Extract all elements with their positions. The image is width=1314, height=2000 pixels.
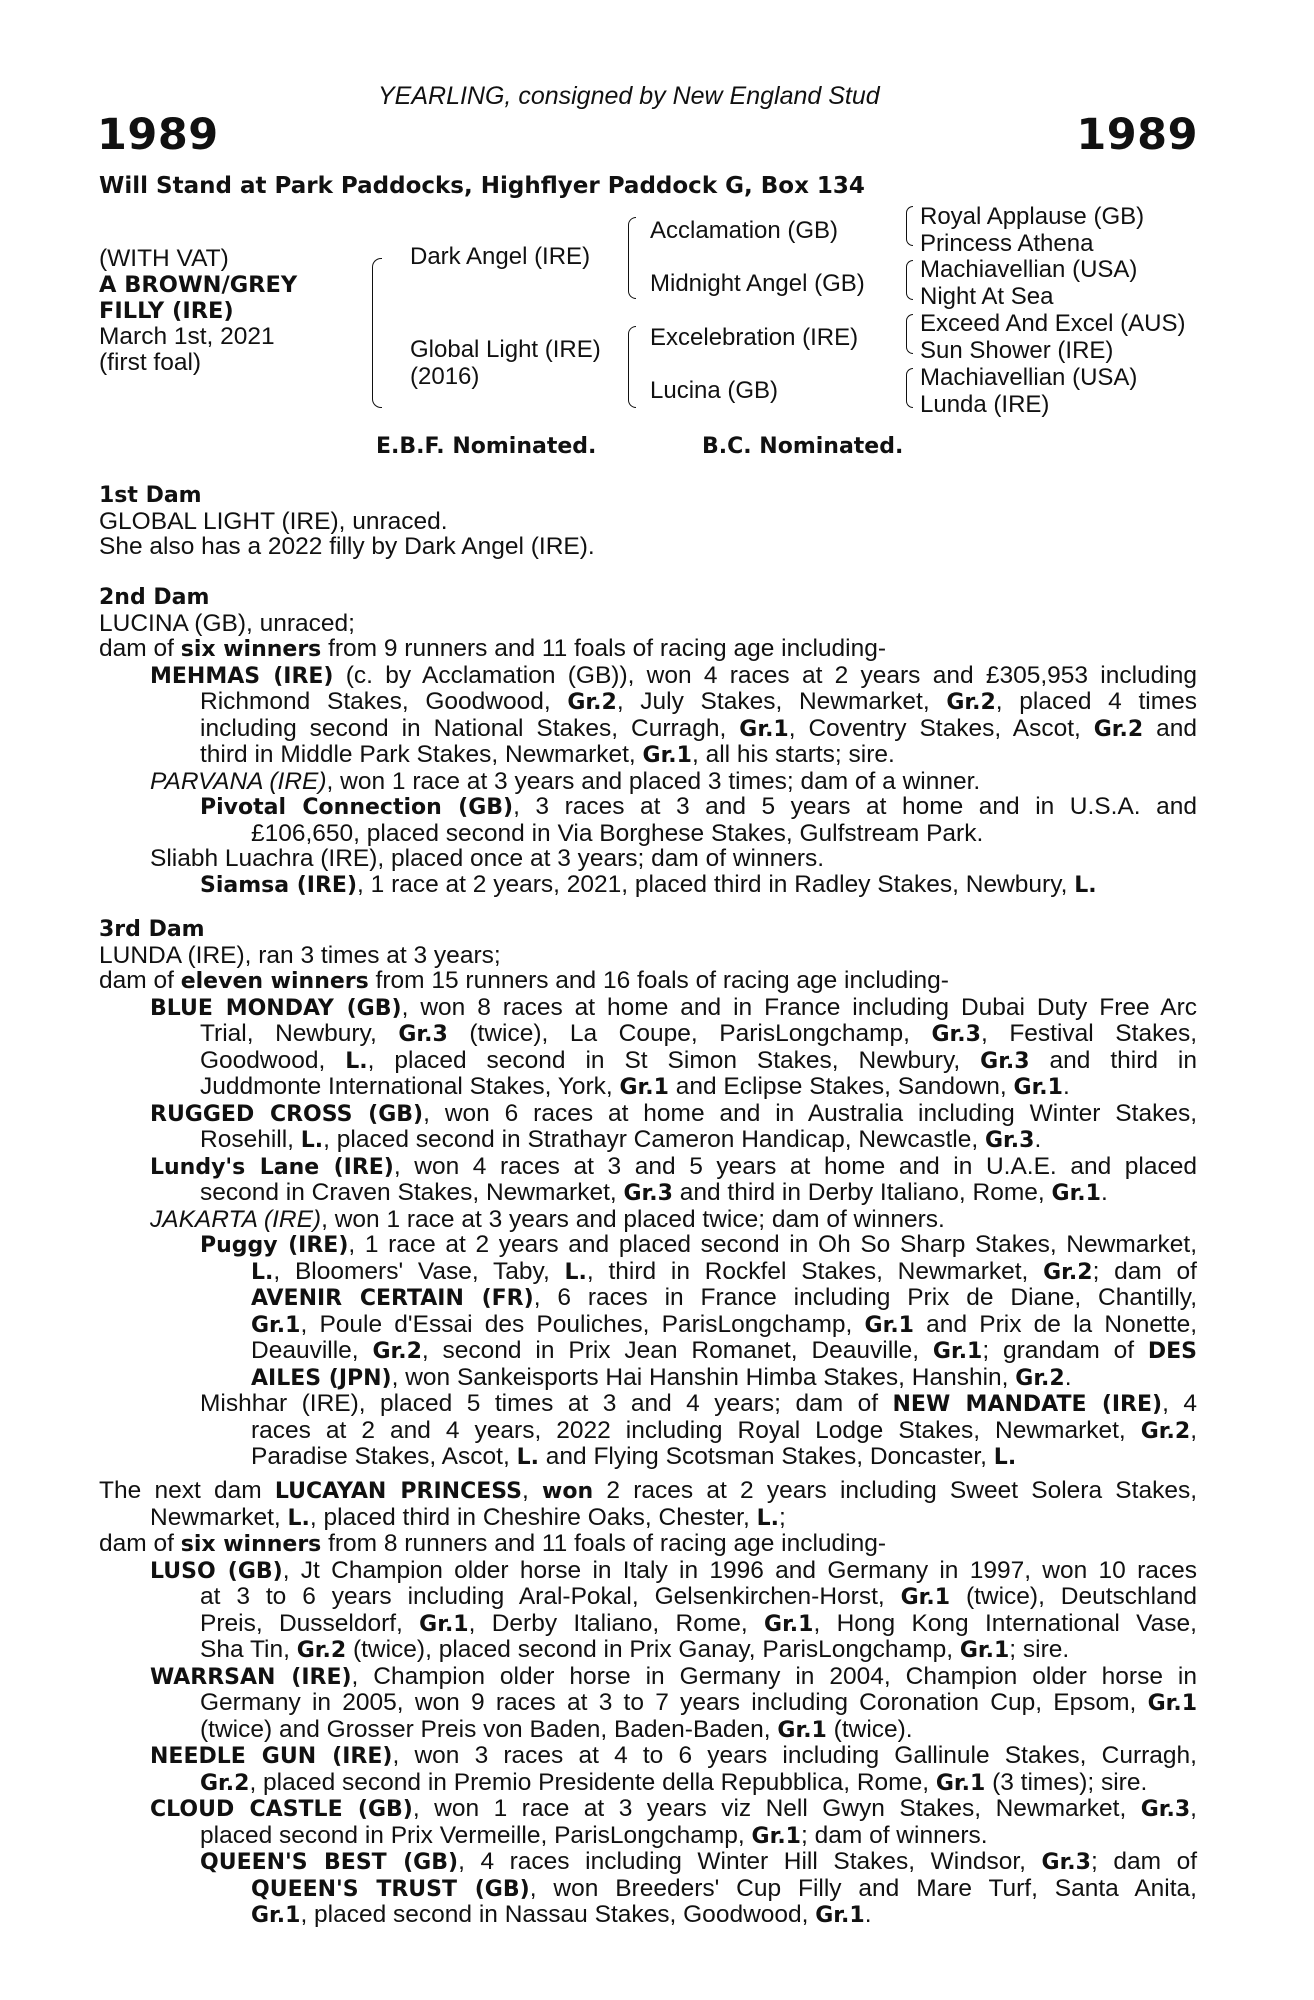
progeny-line: Sliabh Luachra (IRE), placed once at 3 years; dam of winners.	[150, 845, 825, 872]
pedigree-dd-dam: Lunda (IRE)	[920, 391, 1050, 418]
progeny-line: JAKARTA (IRE), won 1 race at 3 years and placed twice; dam of winners.	[150, 1205, 945, 1233]
pedigree-ds-sire: Exceed And Excel (AUS)	[920, 310, 1186, 337]
progeny-line: BLUE MONDAY (GB), won 8 races at home and in France including Dubai Duty Free Arc	[150, 993, 1197, 1021]
progeny-line: Goodwood, L., placed second in St Simon Stakes, Newbury, Gr.3 and third in	[200, 1046, 1197, 1074]
third-dam-line: dam of eleven winners from 15 runners and 16 foals of racing age including-	[99, 967, 949, 994]
progeny-line: Pivotal Connection (GB), 3 races at 3 and 5 years at home and in U.S.A. and	[200, 793, 1197, 820]
progeny-line: placed second in Prix Vermeille, ParisLongchamp, Gr.1; dam of winners.	[200, 1821, 988, 1849]
progeny-line: QUEEN'S BEST (GB), 4 races including Winter Hill Stakes, Windsor, Gr.3; dam of	[200, 1848, 1197, 1875]
second-dam-heading: 2nd Dam	[99, 585, 210, 610]
pedigree-ss-sire: Royal Applause (GB)	[920, 203, 1145, 230]
second-dam-line: dam of six winners from 9 runners and 11 foals of racing age including-	[99, 635, 886, 662]
progeny-line: NEEDLE GUN (IRE), won 3 races at 4 to 6 years including Gallinule Stakes, Curragh,	[150, 1742, 1197, 1769]
first-dam-line: GLOBAL LIGHT (IRE), unraced.	[99, 507, 448, 535]
pedigree-sd-dam: Night At Sea	[920, 283, 1054, 310]
pedigree-dam: Global Light (IRE)	[410, 336, 601, 363]
lot-number-left: 1989	[97, 110, 219, 160]
progeny-line: Trial, Newbury, Gr.3 (twice), La Coupe, ParisLongchamp, Gr.3, Festival Stakes,	[200, 1020, 1197, 1047]
foaling-date: March 1st, 2021	[99, 323, 275, 350]
pedigree-ds-dam: Sun Shower (IRE)	[920, 337, 1114, 364]
progeny-line: (twice) and Grosser Preis von Baden, Baden-Baden, Gr.1 (twice).	[200, 1715, 913, 1743]
pedigree-brace-sd	[906, 260, 913, 300]
progeny-line: Deauville, Gr.2, second in Prix Jean Romanet, Deauville, Gr.1; grandam of DES	[251, 1337, 1198, 1364]
progeny-line: LUSO (GB), Jt Champion older horse in Italy in 1996 and Germany in 1997, won 10 races	[150, 1556, 1197, 1584]
pedigree-sd-sire: Machiavellian (USA)	[920, 256, 1138, 283]
pedigree-dam-year: (2016)	[410, 363, 480, 390]
third-dam-line: LUNDA (IRE), ran 3 times at 3 years;	[99, 941, 501, 969]
progeny-line: at 3 to 6 years including Aral-Pokal, Gelsenkirchen-Horst, Gr.1 (twice), Deutschland	[200, 1583, 1197, 1610]
horse-colour-sex: A BROWN/GREY	[99, 272, 298, 298]
pedigree-brace-ds	[906, 314, 913, 354]
pedigree-dd-sire: Machiavellian (USA)	[920, 364, 1138, 391]
progeny-line: MEHMAS (IRE) (c. by Acclamation (GB)), won 4 races at 2 years and £305,953 including	[150, 661, 1197, 689]
pedigree-dam-dam: Lucina (GB)	[650, 377, 779, 404]
progeny-line: Preis, Dusseldorf, Gr.1, Derby Italiano, Rome, Gr.1, Hong Kong International Vase,	[200, 1609, 1197, 1637]
progeny-line: Richmond Stakes, Goodwood, Gr.2, July Stakes, Newmarket, Gr.2, placed 4 times	[200, 688, 1197, 715]
next-dam-section	[99, 1478, 1197, 1929]
progeny-line: Germany in 2005, won 9 races at 3 to 7 years including Coronation Cup, Epsom, Gr.1	[200, 1689, 1197, 1716]
first-dam-line: She also has a 2022 filly by Dark Angel (IRE).	[99, 533, 595, 560]
progeny-line: Rosehill, L., placed second in Strathayr Cameron Handicap, Newcastle, Gr.3.	[200, 1126, 1042, 1153]
progeny-line: second in Craven Stakes, Newmarket, Gr.3 and third in Derby Italiano, Rome, Gr.1.	[200, 1179, 1108, 1206]
pedigree-brace-main	[372, 258, 382, 408]
second-dam-section	[99, 585, 1197, 898]
progeny-line: Mishhar (IRE), placed 5 times at 3 and 4 years; dam of NEW MANDATE (IRE), 4	[200, 1390, 1197, 1417]
first-dam-section	[99, 483, 1197, 560]
progeny-line: third in Middle Park Stakes, Newmarket, Gr.1, all his starts; sire.	[200, 741, 895, 768]
vat-note: (WITH VAT)	[99, 245, 229, 272]
progeny-line: Lundy's Lane (IRE), won 4 races at 3 and 5 years at home and in U.A.E. and placed	[150, 1152, 1197, 1180]
first-dam-heading: 1st Dam	[99, 483, 202, 508]
progeny-line: CLOUD CASTLE (GB), won 1 race at 3 years viz Nell Gwyn Stakes, Newmarket, Gr.3,	[150, 1795, 1197, 1822]
pedigree-sire-sire: Acclamation (GB)	[650, 217, 839, 244]
progeny-line: including second in National Stakes, Curragh, Gr.1, Coventry Stakes, Ascot, Gr.2 and	[200, 714, 1197, 742]
venue-line: Will Stand at Park Paddocks, Highflyer Paddock G, Box 134	[99, 173, 865, 199]
progeny-line: AVENIR CERTAIN (FR), 6 races in France including Prix de Diane, Chantilly,	[251, 1284, 1198, 1311]
bc-nomination: B.C. Nominated.	[702, 434, 904, 459]
horse-type: FILLY (IRE)	[99, 298, 234, 324]
second-dam-line: LUCINA (GB), unraced;	[99, 609, 355, 637]
third-dam-heading: 3rd Dam	[99, 917, 205, 942]
pedigree-brace-sire	[628, 217, 636, 299]
foal-note: (first foal)	[99, 349, 202, 376]
third-dam-section	[99, 917, 1197, 1471]
pedigree-brace-dd	[906, 368, 913, 408]
pedigree-sire-dam: Midnight Angel (GB)	[650, 270, 865, 297]
next-dam-line: Newmarket, L., placed third in Cheshire Oaks, Chester, L.;	[150, 1503, 786, 1531]
progeny-line: PARVANA (IRE), won 1 race at 3 years and placed 3 times; dam of a winner.	[150, 767, 981, 795]
progeny-line: QUEEN'S TRUST (GB), won Breeders' Cup Filly and Mare Turf, Santa Anita,	[251, 1874, 1197, 1902]
progeny-line: RUGGED CROSS (GB), won 6 races at home and in Australia including Winter Stakes,	[150, 1099, 1198, 1127]
lot-number-right: 1989	[1076, 110, 1198, 160]
progeny-line: races at 2 and 4 years, 2022 including Royal Lodge Stakes, Newmarket, Gr.2,	[251, 1416, 1197, 1444]
progeny-line: Sha Tin, Gr.2 (twice), placed second in Prix Ganay, ParisLongchamp, Gr.1; sire.	[200, 1636, 1070, 1663]
next-dam-line: dam of six winners from 8 runners and 11 foals of racing age including-	[99, 1530, 886, 1557]
progeny-line: L., Bloomers' Vase, Taby, L., third in Rockfel Stakes, Newmarket, Gr.2; dam of	[251, 1257, 1197, 1285]
progeny-line: Gr.1, Poule d'Essai des Pouliches, ParisLongchamp, Gr.1 and Prix de la Nonette,	[251, 1310, 1198, 1338]
pedigree-brace-ss	[906, 206, 913, 246]
progeny-line: Juddmonte International Stakes, York, Gr.1 and Eclipse Stakes, Sandown, Gr.1.	[200, 1073, 1070, 1100]
progeny-line: £106,650, placed second in Via Borghese Stakes, Gulfstream Park.	[251, 819, 984, 847]
progeny-line: AILES (JPN), won Sankeisports Hai Hanshin Himba Stakes, Hanshin, Gr.2.	[251, 1363, 1072, 1391]
pedigree-ss-dam: Princess Athena	[920, 230, 1094, 257]
ebf-nomination: E.B.F. Nominated.	[376, 434, 597, 459]
progeny-line: WARRSAN (IRE), Champion older horse in Germany in 2004, Champion older horse in	[150, 1662, 1197, 1690]
horse-description	[99, 246, 297, 376]
progeny-line: Gr.2, placed second in Premio Presidente della Repubblica, Rome, Gr.1 (3 times); sire.	[200, 1768, 1148, 1796]
progeny-line: Paradise Stakes, Ascot, L. and Flying Scotsman Stakes, Doncaster, L.	[251, 1443, 1017, 1470]
progeny-line: Siamsa (IRE), 1 race at 2 years, 2021, placed third in Radley Stakes, Newbury, L.	[200, 870, 1097, 898]
progeny-line: Puggy (IRE), 1 race at 2 years and placed second in Oh So Sharp Stakes, Newmarket,	[200, 1231, 1198, 1258]
progeny-line: Gr.1, placed second in Nassau Stakes, Goodwood, Gr.1.	[251, 1901, 872, 1928]
pedigree-brace-dam	[628, 326, 636, 408]
consignor-subtitle: YEARLING, consigned by New England Stud	[378, 82, 880, 110]
pedigree-sire: Dark Angel (IRE)	[410, 243, 591, 270]
pedigree-dam-sire: Excelebration (IRE)	[650, 324, 859, 351]
next-dam-line: The next dam LUCAYAN PRINCESS, won 2 races at 2 years including Sweet Solera Stakes,	[99, 1477, 1198, 1504]
